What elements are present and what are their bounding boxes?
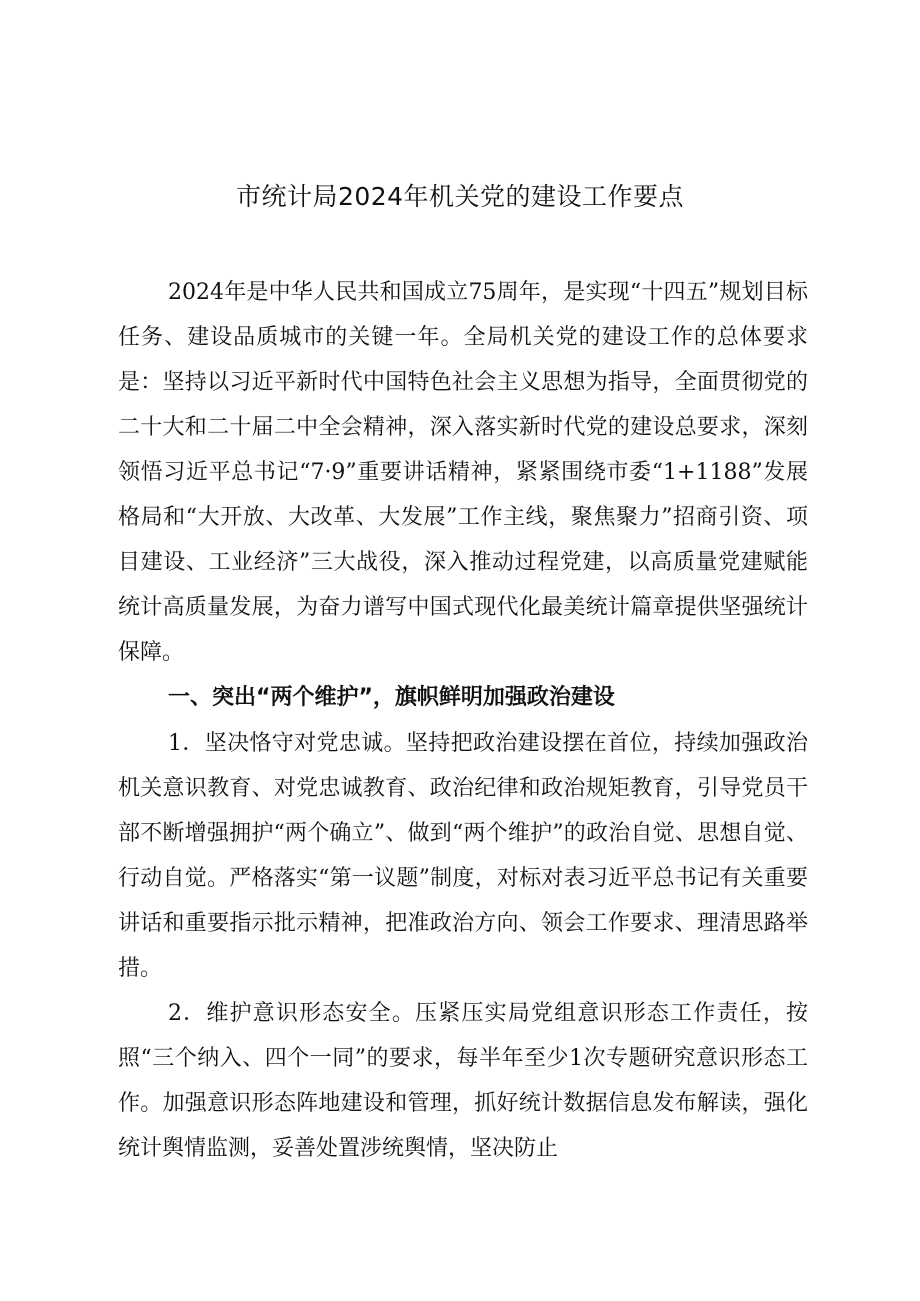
- section-heading-1: 一、突出“两个维护”，旗帜鲜明加强政治建设: [168, 685, 615, 710]
- document-body: [118, 270, 808, 1171]
- document-title: 市统计局2024年机关党的建设工作要点: [235, 182, 685, 211]
- section1-item-2: 2．维护意识形态安全。压紧压实局党组意识形态工作责任，按照“三个纳入、四个一同”的要求，每半年至少1次专题研究意识形态工作。加强意识形态阵地建设和管理，抓好统计数据信息发布解读，强化统计舆情监测，妥善处置涉统舆情，坚决防止: [118, 1001, 808, 1161]
- section1-item-1: 1．坚决恪守对党忠诚。坚持把政治建设摆在首位，持续加强政治机关意识教育、对党忠诚教育、政治纪律和政治规矩教育，引导党员干部不断增强拥护“两个确立”、做到“两个维护”的政治自觉、思想自觉、行动自觉。严格落实“第一议题”制度，对标对表习近平总书记有关重要讲话和重要指示批示精神，把准政治方向、领会工作要求、理清思路举措。: [118, 731, 808, 981]
- intro-paragraph: 2024年是中华人民共和国成立75周年，是实现“十四五”规划目标任务、建设品质城市的关键一年。全局机关党的建设工作的总体要求是：坚持以习近平新时代中国特色社会主义思想为指导，全面贯彻党的二十大和二十届二中全会精神，深入落实新时代党的建设总要求，深刻领悟习近平总书记“7·9”重要讲话精神，紧紧围绕市委“1+1188”发展格局和“大开放、大改革、大发展”工作主线，聚焦聚力”招商引资、项目建设、工业经济”三大战役，深入推动过程党建，以高质量党建赋能统计高质量发展，为奋力谱写中国式现代化最美统计篇章提供坚强统计保障。: [118, 280, 808, 665]
